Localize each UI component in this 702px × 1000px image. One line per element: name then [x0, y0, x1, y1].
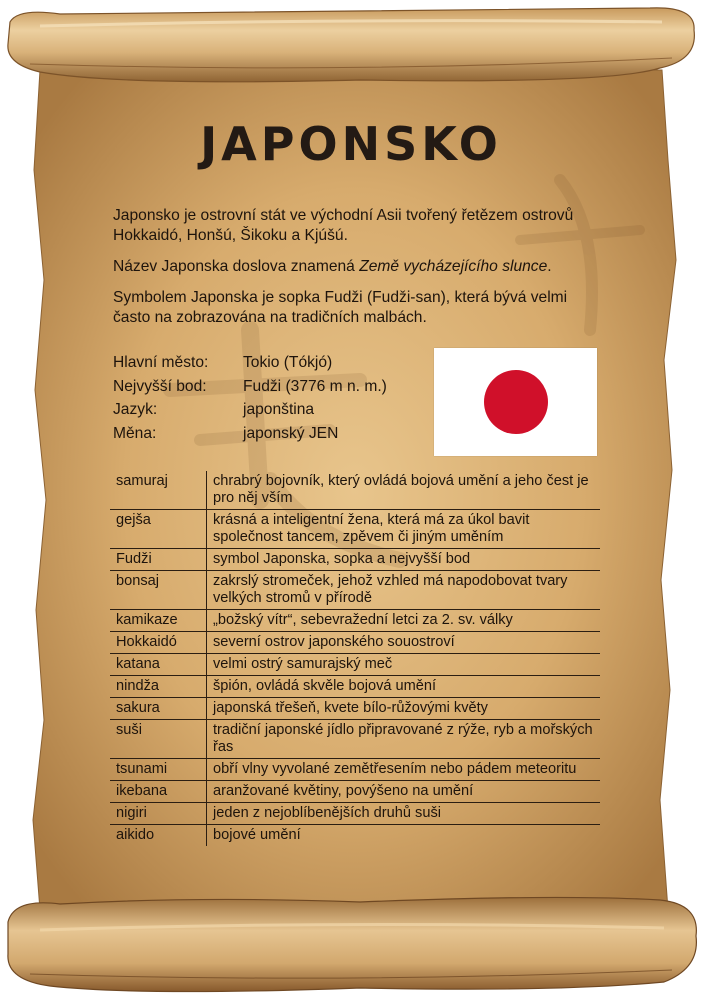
- glossary-definition: tradiční japonské jídlo připravované z rýže, ryb a mořských řas: [207, 720, 601, 759]
- glossary-row: [110, 676, 600, 698]
- glossary-definition: bojové umění: [213, 827, 301, 843]
- glossary-row: [110, 781, 600, 803]
- glossary-row: [110, 549, 600, 571]
- glossary-row: [110, 803, 600, 825]
- fact-value: Tokio (Tókjó): [243, 354, 333, 371]
- fact-currency: [113, 422, 423, 446]
- fact-capital: [113, 351, 423, 375]
- glossary-definition: jeden z nejoblíbenějších druhů suši: [207, 803, 601, 825]
- glossary-term: samuraj: [110, 471, 207, 510]
- glossary-term: suši: [110, 720, 207, 759]
- intro-paragraph-1: Japonsko je ostrovní stát ve východní Asii tvořený řetězem ostrovů Hokkaidó, Honšú, Šikoku a Kjúšú.: [113, 207, 574, 244]
- glossary-term: gejša: [110, 510, 207, 549]
- japan-flag: [434, 348, 597, 456]
- glossary-row: [110, 610, 600, 632]
- glossary-definition: obří vlny vyvolané zemětřesením nebo pádem meteoritu: [207, 759, 601, 781]
- glossary-definition: velmi ostrý samurajský meč: [207, 654, 601, 676]
- fact-label: Měna:: [113, 424, 157, 442]
- glossary-definition: krásná a inteligentní žena, která má za úkol bavit společnost tancem, zpěvem či jiným uměním: [207, 510, 601, 549]
- fact-label: Hlavní město:: [113, 354, 209, 371]
- facts-list: [113, 351, 423, 445]
- glossary-row: [110, 720, 600, 759]
- intro-paragraph-2: Název Japonska doslova znamená Země vycházejícího slunce.: [113, 258, 552, 275]
- glossary-definition: špión, ovládá skvěle bojová umění: [207, 676, 601, 698]
- glossary-row: [110, 571, 600, 610]
- glossary-row: [110, 825, 600, 847]
- intro-paragraph-3: Symbolem Japonska je sopka Fudži (Fudži-san), která bývá velmi často na zobrazována na tradičních malbách.: [113, 289, 568, 326]
- intro-emphasis: Země vycházejícího slunce: [359, 258, 548, 275]
- glossary-term: kamikaze: [110, 610, 207, 632]
- page-title: JAPONSKO: [200, 117, 502, 171]
- flag-sun-circle: [484, 370, 548, 434]
- fact-value: japonština: [243, 401, 315, 418]
- glossary-term: katana: [110, 654, 207, 676]
- glossary-table: [110, 471, 600, 846]
- fact-label: Jazyk:: [113, 401, 158, 418]
- glossary-term: tsunami: [110, 759, 207, 781]
- glossary-definition: zakrslý stromeček, jehož vzhled má napodobovat tvary velkých stromů v přírodě: [207, 571, 601, 610]
- glossary-term: Hokkaidó: [110, 632, 207, 654]
- glossary-term: nigiri: [110, 803, 207, 825]
- glossary-row: [110, 471, 600, 510]
- fact-value: Fudži (3776 m n. m.): [243, 377, 387, 395]
- glossary-row: [110, 654, 600, 676]
- glossary-definition: chrabrý bojovník, který ovládá bojová umění a jeho čest je pro něj vším: [207, 471, 601, 510]
- glossary-term: sakura: [110, 698, 207, 720]
- intro-text: [113, 206, 593, 339]
- glossary-definition: japonská třešeň, kvete bílo-růžovými květy: [207, 698, 601, 720]
- glossary-term: Fudži: [110, 549, 207, 571]
- glossary-term: nindža: [110, 676, 207, 698]
- glossary-term: ikebana: [110, 781, 207, 803]
- glossary-row: [110, 698, 600, 720]
- glossary-row: [110, 632, 600, 654]
- glossary-definition: severní ostrov japonského souostroví: [207, 632, 601, 654]
- fact-highest-point: [113, 375, 423, 399]
- fact-language: [113, 398, 423, 422]
- glossary-term: bonsaj: [110, 571, 207, 610]
- glossary-row: [110, 510, 600, 549]
- fact-value: japonský JEN: [243, 424, 339, 442]
- glossary-definition: aranžované květiny, povýšeno na umění: [207, 781, 601, 803]
- glossary-definition: „božský vítr“, sebevražední letci za 2. sv. války: [207, 610, 601, 632]
- glossary-term: aikido: [110, 825, 207, 847]
- glossary-row: [110, 759, 600, 781]
- fact-label: Nejvyšší bod:: [113, 377, 207, 395]
- glossary-definition: symbol Japonska, sopka a nejvyšší bod: [207, 549, 601, 571]
